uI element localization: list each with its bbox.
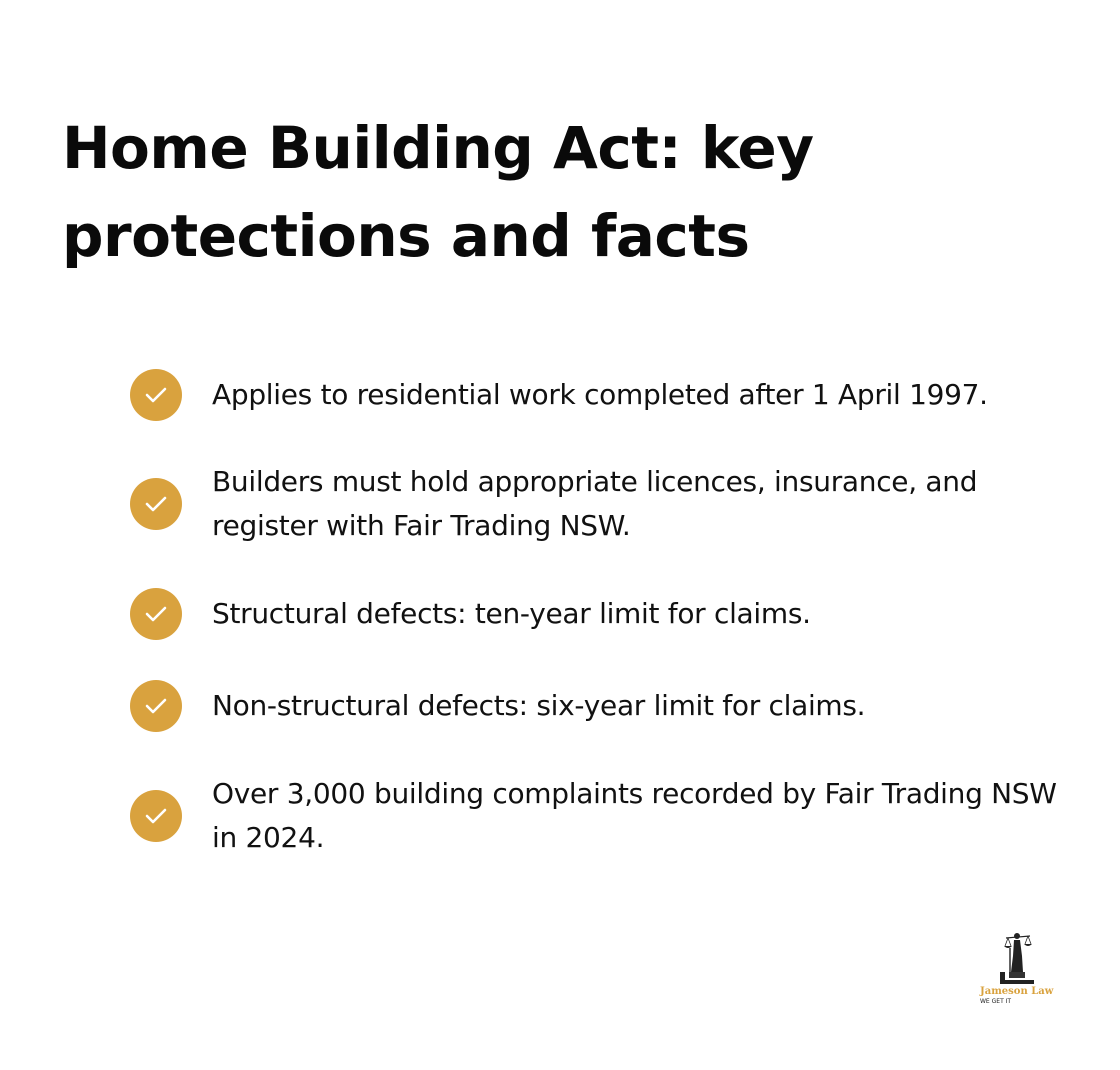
fact-text: Applies to residential work completed after 1 April 1997. [212, 378, 988, 411]
brand-logo [978, 928, 1058, 1010]
check-circle-icon [130, 478, 182, 530]
fact-text: Over 3,000 building complaints recorded by Fair Trading NSW in 2024. [212, 777, 1057, 854]
lady-justice-icon [996, 928, 1036, 990]
fact-text: Structural defects: ten-year limit for claims. [212, 597, 811, 630]
check-circle-icon [130, 369, 182, 421]
fact-text: Builders must hold appropriate licences, insurance, and register with Fair Trading NSW. [212, 465, 978, 542]
fact-item [130, 772, 1070, 860]
fact-text: Non-structural defects: six-year limit for claims. [212, 689, 866, 722]
check-circle-icon [130, 588, 182, 640]
fact-item [130, 460, 1070, 548]
logo-name: Jameson Law [980, 986, 1054, 997]
fact-item [130, 680, 1070, 732]
fact-item [130, 369, 1070, 421]
check-circle-icon [130, 790, 182, 842]
page-title: Home Building Act: key protections and facts [62, 114, 814, 270]
check-circle-icon [130, 680, 182, 732]
fact-item [130, 588, 1070, 640]
logo-tagline: WE GET IT [980, 998, 1012, 1005]
